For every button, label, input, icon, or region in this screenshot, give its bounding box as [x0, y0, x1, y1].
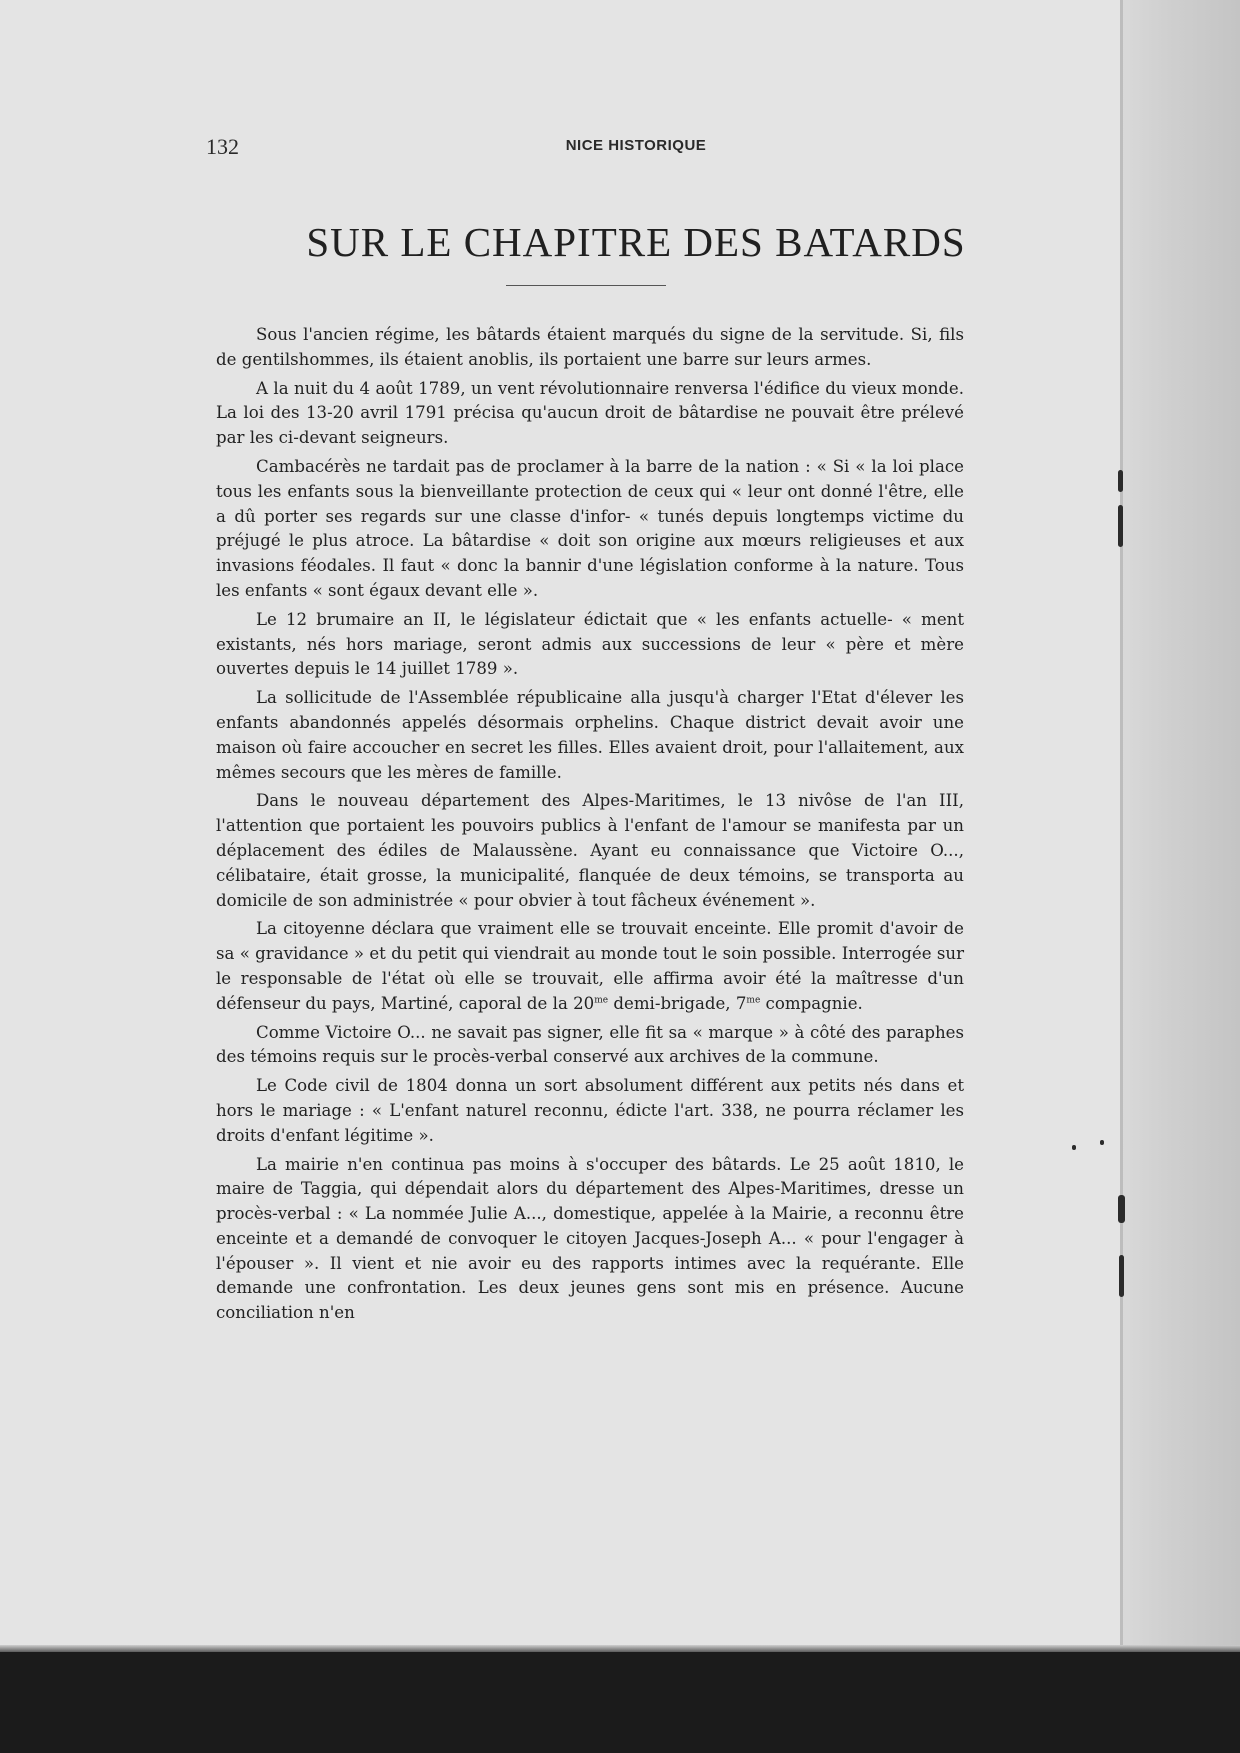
article-title: SUR LE CHAPITRE DES BATARDS [306, 219, 966, 265]
paragraph-text: compagnie. [760, 993, 863, 1013]
paragraph: Sous l'ancien régime, les bâtards étaient marqués du signe de la servitude. Si, fils de gentilshommes, ils étaient anoblis, ils portaient une barre sur leurs armes. [216, 325, 964, 369]
binding-mark [1118, 505, 1123, 547]
binding-mark [1118, 1195, 1125, 1223]
running-head: NICE HISTORIQUE [565, 137, 707, 154]
page-bottom-edge [0, 1645, 1240, 1652]
title-rule [506, 285, 666, 286]
binding-mark [1119, 1255, 1124, 1297]
paragraph: Le Code civil de 1804 donna un sort absolument différent aux petits nés dans et hors le mariage : « L'enfant naturel reconnu, édicte l'art. 338, ne pourra réclamer les droits d'enfant légitime ». [216, 1076, 964, 1145]
paragraph: Comme Victoire O... ne savait pas signer, elle fit sa « marque » à côté des paraphes des témoins requis sur le procès-verbal conservé aux archives de la commune. [216, 1022, 964, 1067]
spine-edge [1120, 0, 1123, 1652]
paragraph: Le 12 brumaire an II, le législateur édictait que « les enfants actuelle- « ment existants, nés hors mariage, seront admis aux successions de leur « père et mère ouvertes depuis le 14 juillet 1789 ». [216, 609, 964, 679]
superscript: me [594, 995, 609, 1006]
paragraph: Cambacérès ne tardait pas de proclamer à la barre de la nation : « Si « la loi place tous les enfants sous la bienveillante protection de ceux qui « leur ont donné l'être, elle a dû porter ses regards sur une classe d'infor- « tunés depuis longtemps victime du préjugé le plus atroce. La bâtardise « doit son origine aux mœurs religieuses et aux invasions féodales. Il faut « donc la bannir d'une législation conforme à la nature. Tous les enfants « sont égaux devant elle ». [216, 456, 964, 600]
superscript: me [746, 995, 761, 1006]
paragraph: A la nuit du 4 août 1789, un vent révolutionnaire renversa l'édifice du vieux monde. La loi des 13-20 avril 1791 précisa qu'aucun droit de bâtardise ne pouvait être prélevé par les ci-devant seigneurs. [216, 378, 964, 448]
paragraph: La sollicitude de l'Assemblée républicaine alla jusqu'à charger l'Etat d'élever les enfants abandonnés appelés désormais orphelins. Chaque district devait avoir une maison où faire accoucher en secret les filles. Elles avaient droit, pour l'allaitement, aux mêmes secours que les mères de famille. [216, 688, 964, 782]
paragraph: La mairie n'en continua pas moins à s'occuper des bâtards. Le 25 août 1810, le maire de Taggia, qui dépendait alors du département des Alpes-Maritimes, dresse un procès-verbal : « La nommée Julie A..., domestique, appelée à la Mairie, a reconnu être enceinte et a demandé de convoquer le citoyen Jacques-Joseph A... « pour l'engager à l'épouser ». Il vient et nie avoir eu des rapports intimes avec la requérante. Elle demande une confrontation. Les deux jeunes gens sont mis en présence. Aucune conciliation n'en [216, 1154, 964, 1323]
paragraph-text: La citoyenne déclara que vraiment elle se trouvait enceinte. Elle promit d'avoir de sa « gravidance » et du petit qui viendrait au monde tout le soin possible. Interrogée sur le responsable de l'état où elle se trouvait, elle affirma avoir été la maîtresse d'un défenseur du pays, Martiné, caporal de la 20 [216, 919, 964, 1013]
article-body [216, 323, 964, 1330]
page-number: 132 [206, 134, 239, 159]
binding-mark [1072, 1145, 1076, 1150]
binding-spine [1122, 0, 1240, 1652]
paragraph-text: demi-brigade, 7 [608, 993, 747, 1013]
page-header [206, 134, 1106, 164]
paragraph: Dans le nouveau département des Alpes-Maritimes, le 13 nivôse de l'an III, l'attention que portaient les pouvoirs publics à l'enfant de l'amour se manifesta par un déplacement des édiles de Malaussène. Ayant eu connaissance que Victoire O..., célibataire, était grosse, la municipalité, flanquée de deux témoins, se transporta au domicile de son administrée « pour obvier à tout fâcheux événement ». [216, 791, 964, 910]
binding-mark [1100, 1140, 1104, 1145]
paragraph [216, 917, 964, 1016]
binding-mark [1118, 470, 1123, 492]
